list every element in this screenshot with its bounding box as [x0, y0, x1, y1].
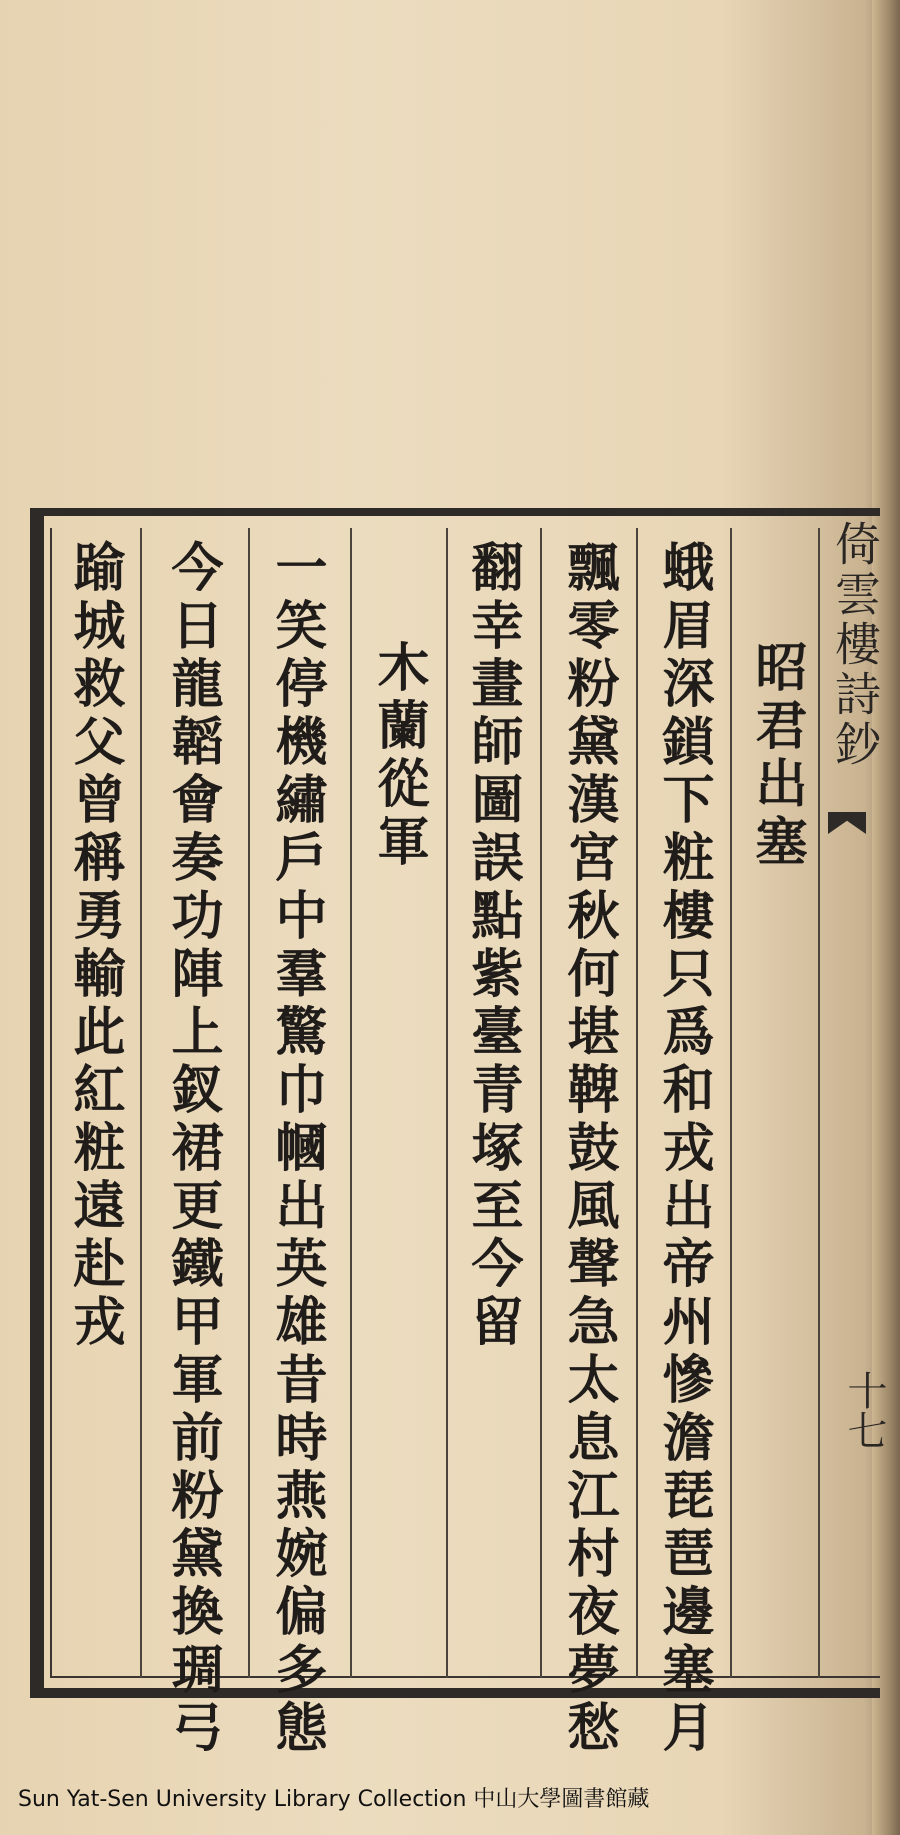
page-number: 十七: [841, 1370, 887, 1450]
poem-title-zhaojun: 昭君出塞: [746, 640, 807, 872]
column-rule: [446, 528, 448, 1678]
poem-line: 蛾眉深鎖下粧樓只爲和戎出帝州慘澹琵琶邊塞月: [653, 540, 714, 1758]
book-title-label: 倚雲樓詩鈔: [828, 520, 882, 770]
poem-line: 一笑停機繡戶中羣驚巾幗出英雄昔時燕婉偏多態: [266, 540, 327, 1758]
column-rule: [140, 528, 142, 1678]
library-credit: Sun Yat-Sen University Library Collection 中山大學圖書館藏: [18, 1787, 650, 1812]
poem-line: 飄零粉黛漢宮秋何堪鞞鼓風聲急太息江村夜夢愁: [558, 540, 619, 1758]
poem-title-mulan: 木蘭從軍: [368, 640, 429, 872]
poem-line: 翻幸畫師圖誤點紫臺青塚至今留: [462, 540, 523, 1352]
column-rule: [248, 528, 250, 1678]
poem-line: 踰城救父曾稱勇輸此紅粧遠赴戎: [64, 540, 125, 1352]
column-rule: [350, 528, 352, 1678]
poem-line: 今日龍韜會奏功陣上釵裙更鐵甲軍前粉黛換琱弓: [162, 540, 223, 1758]
column-rule: [636, 528, 638, 1678]
column-rule: [818, 528, 820, 1678]
column-rule: [730, 528, 732, 1678]
column-rule: [540, 528, 542, 1678]
